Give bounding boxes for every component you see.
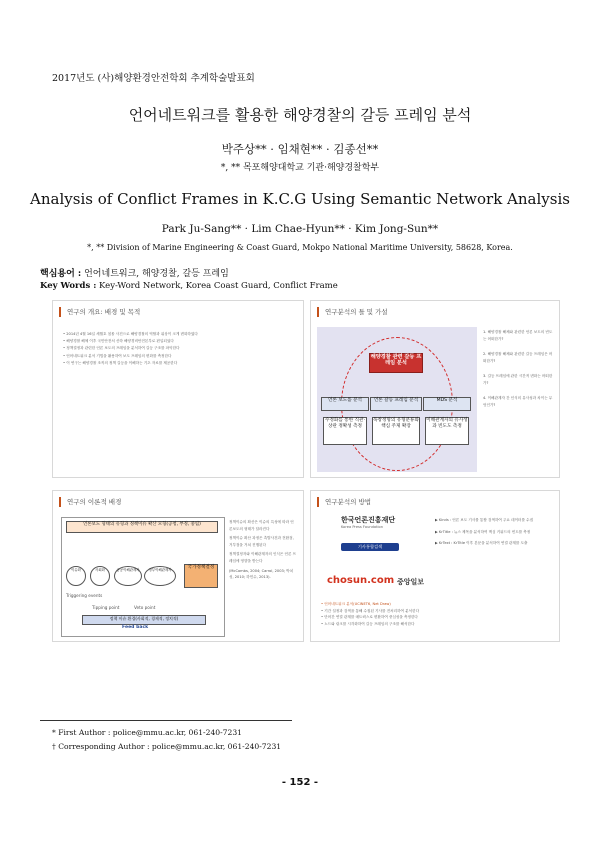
method-item: ▶ Kinds : 언론 보도 기사를 통합 검색하여 주요 데이터를 수집 xyxy=(435,518,534,522)
stage-node: 정부이해관계자 xyxy=(144,566,176,586)
keywords-english-label: Key Words : xyxy=(40,281,97,291)
feedback-label: Feed back xyxy=(122,625,149,630)
bullet-item: • 2014년 4월 16일 세월호 침몰 사건으로 해양경찰의 역할과 위상이 크게 변화하였다 xyxy=(63,332,198,336)
panel-body xyxy=(63,331,293,367)
bullet-text: 정책결정과 관련한 언론 보도의 프레임을 분석하여 갈등 구조를 파악한다 xyxy=(66,346,180,351)
panel-title: 연구분석의 방법 xyxy=(317,497,371,507)
note-item: (McCombs, 2004; Carrol, 2003; 박치성, 2010; 하민수, 2013). xyxy=(229,568,294,580)
search-pill: 기사통합검색 xyxy=(341,543,399,551)
affiliation-korean: *, ** 목포해양대학교 기관·해양경찰학부 xyxy=(220,163,380,173)
bullet-item: • 언어네트워크 분석 기법을 활용하여 보도 프레임의 변화를 측정한다 xyxy=(63,353,172,358)
question-item: 2. 해양경찰 해체와 관련한 갈등 프레임은 어떠한가? xyxy=(483,352,553,363)
authors-korean: 박주상** · 임채현** · 김종선** xyxy=(221,142,379,156)
question-item: 4. 이해관계자 간 인식의 유사성과 차이는 무엇인가? xyxy=(483,396,553,407)
diffusion-diagram xyxy=(61,517,225,637)
col-label: 언론 갈등 프레임 분석 xyxy=(370,397,422,411)
kinds-logo-sub: Korea Press Foundation xyxy=(341,525,383,529)
panel-research-method xyxy=(310,490,560,642)
panel-title: 연구의 개요: 배경 및 목적 xyxy=(59,307,140,317)
keywords-korean-text: 언어네트워크, 해양경찰, 갈등 프레임 xyxy=(84,269,229,279)
bullet-text: 언어네트워크 분석 기법을 활용하여 보도 프레임의 변화를 측정한다 xyxy=(66,353,172,358)
question-item: 3. 갈등 프레임에 관한 시간적 변화는 어떠한가? xyxy=(483,374,553,385)
bullet-item: • 이 연구는 해양경찰 조직의 정책 갈등을 이해하는 기초 자료를 제공한다 xyxy=(63,360,178,365)
page-number: - 152 - xyxy=(281,777,319,788)
footnote-divider xyxy=(40,720,292,721)
panel-background-purpose xyxy=(52,300,304,478)
method-item: ▶ KrText : KrTitle 이후 본문을 분석하여 연결 관계를 도출 xyxy=(435,541,528,546)
kinds-logo xyxy=(341,515,419,543)
note-item: 정책결정자와 이해관계자의 인식은 언론 프레임에 영향을 받는다 xyxy=(229,552,297,563)
bullet-item: • 해양경찰 해체 이후 국민안전처 산하 해양경비안전본부로 편입되었다 xyxy=(63,339,174,344)
keywords-english xyxy=(40,281,338,291)
chosun-logo: chosun.com xyxy=(327,575,395,586)
panel-notes xyxy=(229,519,297,581)
note-item: 정책이슈의 확산은 이슈의 특성에 따라 언론보도의 형태가 달라진다 xyxy=(229,520,294,531)
center-frame-box: 해양경찰 관련 갈등 프레임 분석 xyxy=(369,353,423,373)
triggering-label: Triggering events xyxy=(66,593,103,598)
title-english: Analysis of Conflict Frames in K.C.G Using Semantic Network Analysis xyxy=(30,190,570,208)
bullet-text: 2014년 4월 16일 세월호 침몰 사건으로 해양경찰의 역할과 위상이 크게 변화하였다 xyxy=(66,332,198,336)
analysis-title-text: 언어네트워크 분석(UCINET6, Net Draw) xyxy=(324,602,391,606)
panel-theoretical-background xyxy=(52,490,304,642)
affiliation-english: *, ** Division of Marine Engineering & Coast Guard, Mokpo National Maritime University, 58628, Korea. xyxy=(87,243,513,252)
conference-header: 2017년도 (사)해양환경안전학회 추계학술발표회 xyxy=(52,73,255,84)
method-text: Kinds : 언론 보도 기사를 통합 검색하여 주요 데이터를 수집 xyxy=(438,518,534,522)
footnote-first-author: * First Author : police@mmu.ac.kr, 061-240-7231 xyxy=(52,728,243,737)
col-box: 수정화를 통한 직관·상관 정확성 측정 xyxy=(323,417,367,445)
question-item: 1. 해양경찰 해체와 관련한 언론 보도의 빈도는 어떠한가? xyxy=(483,330,553,341)
kinds-logo-text: 한국언론진흥재단 xyxy=(341,516,396,524)
analysis-item: • 기간 설정과 검색을 통해 수집된 기사를 전처리하여 분석한다 xyxy=(321,608,420,613)
col-label: MDS 분석 xyxy=(423,397,471,411)
panel-research-framework xyxy=(310,300,560,478)
analysis-text: 단어간 연결 관계를 매트릭스로 변환하여 중심성을 측정한다 xyxy=(324,615,418,620)
veto-label: Veto point xyxy=(134,605,156,610)
bullet-item: • 정책결정과 관련한 언론 보도의 프레임을 분석하여 갈등 구조를 파악한다 xyxy=(63,346,180,351)
analysis-item: • 노드와 링크를 시각화하여 갈등 프레임의 구조를 해석한다 xyxy=(321,621,415,626)
method-item: ▶ KrTitle : 뉴스 제목을 분석하여 핵심 키워드의 빈도를 측정 xyxy=(435,529,531,534)
col-box: 이해관계자의 유사성과 빈도도 측정 xyxy=(425,417,469,445)
analysis-list xyxy=(321,601,551,627)
panel-title: 연구의 이론적 배경 xyxy=(59,497,121,507)
stage-node: 공공이해관계자 xyxy=(114,566,142,586)
analysis-text: 기간 설정과 검색을 통해 수집된 기사를 전처리하여 분석한다 xyxy=(324,608,420,613)
diagram-title: 언론보도 형태의 유형과 정책이슈 확산 모형(공청, 부정, 중립) xyxy=(66,521,218,533)
method-text: KrText : KrTitle 이후 본문을 분석하여 연결 관계를 도출 xyxy=(438,541,528,546)
col-box: 독창정형의 유형분류와 핵심 주제 확장 xyxy=(372,417,420,445)
keywords-english-text: Key-Word Network, Korea Coast Guard, Conflict Frame xyxy=(99,281,338,291)
method-text: KrTitle : 뉴스 제목을 분석하여 핵심 키워드의 빈도를 측정 xyxy=(438,529,531,534)
authors-english: Park Ju-Sang** · Lim Chae-Hyun** · Kim Jong-Sun** xyxy=(161,223,439,235)
method-list xyxy=(435,517,553,547)
title-korean: 언어네트워크를 활용한 해양경찰의 갈등 프레임 분석 xyxy=(128,106,472,124)
stage-node: 이슈화 xyxy=(66,566,86,586)
result-box: 국가정책결정 xyxy=(184,564,218,588)
joongang-logo: 중앙일보 xyxy=(397,578,425,586)
bullet-text: 해양경찰 해체 이후 국민안전처 산하 해양경비안전본부로 편입되었다 xyxy=(66,339,174,344)
panel-title: 연구분석의 틀 및 가설 xyxy=(317,307,388,317)
note-item: 정책이슈 확산 과정은 촉발사건과 전환점, 거부점을 거쳐 진행된다 xyxy=(229,536,294,547)
analysis-item: • 단어간 연결 관계를 매트릭스로 변환하여 중심성을 측정한다 xyxy=(321,615,418,620)
tipping-label: Tipping point xyxy=(92,605,120,610)
question-list xyxy=(483,329,553,409)
bullet-text: 이 연구는 해양경찰 조직의 정책 갈등을 이해하는 기초 자료를 제공한다 xyxy=(66,360,178,365)
stage-node: 사회화 xyxy=(90,566,110,586)
analysis-title: • 언어네트워크 분석(UCINET6, Net Draw) xyxy=(321,602,391,606)
keywords-korean xyxy=(40,266,229,279)
footnote-corresponding-author: † Corresponding Author : police@mmu.ac.kr, 061-240-7231 xyxy=(52,742,282,751)
col-label: 언론 보도틀 분석 xyxy=(321,397,369,411)
analysis-text: 노드와 링크를 시각화하여 갈등 프레임의 구조를 해석한다 xyxy=(324,621,415,626)
keywords-korean-label: 핵심용어 : xyxy=(40,269,82,279)
environment-bar: 정책 이슈 환경(사회적, 경제적, 정치적) xyxy=(82,615,206,625)
